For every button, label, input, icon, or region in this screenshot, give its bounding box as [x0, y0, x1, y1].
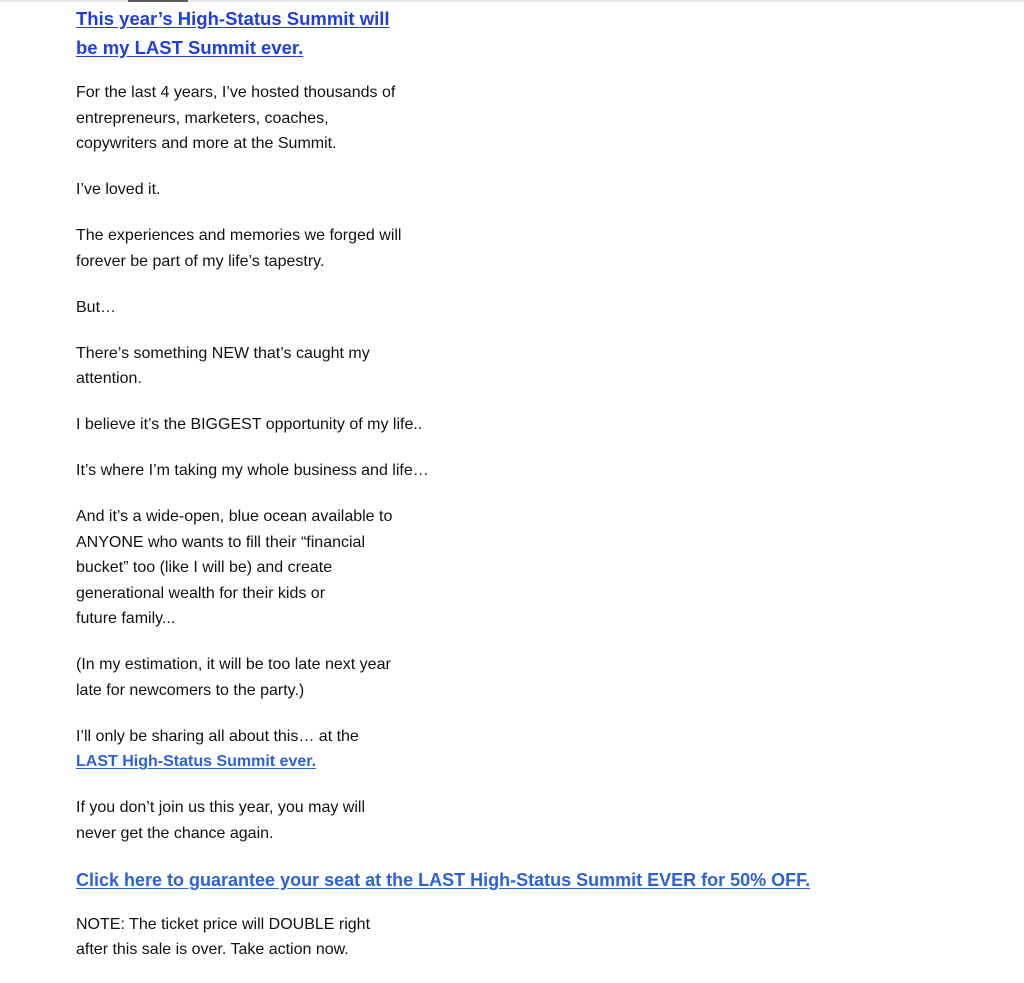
estimation-paragraph [76, 652, 976, 703]
sharing-paragraph [76, 724, 976, 775]
something-new-paragraph [76, 341, 976, 392]
something-new-line: There’s something NEW that’s caught my [76, 344, 370, 362]
ocean-line: generational wealth for their kids or [76, 584, 326, 602]
headline [76, 4, 976, 62]
note-line: NOTE: The ticket price will DOUBLE right [76, 915, 371, 933]
but-paragraph: But… [76, 298, 117, 316]
headline-line: be my LAST Summit ever. [76, 37, 304, 58]
ocean-line: future family... [76, 610, 176, 627]
ocean-line: ANYONE who wants to fill their “financial [76, 533, 365, 551]
dont-join-line: If you don’t join us this year, you may will [76, 799, 366, 816]
estimation-line: (In my estimation, it will be too late next year [76, 656, 391, 673]
dont-join-line: never get the chance again. [76, 824, 274, 842]
intro-line: copywriters and more at the Summit. [76, 135, 337, 152]
biggest-paragraph: I believe it’s the BIGGEST opportunity of my life.. [76, 416, 423, 433]
ocean-line: bucket” too (like I will be) and create [76, 559, 333, 576]
dont-join-paragraph [76, 795, 976, 846]
headline-link[interactable] [76, 4, 976, 62]
taking-paragraph: It’s where I’m taking my whole business and life… [76, 462, 429, 479]
headline-line: This year’s High-Status Summit will [76, 8, 390, 29]
sharing-text: I’ll only be sharing all about this… at the [76, 727, 359, 745]
experiences-line: forever be part of my life’s tapestry. [76, 252, 325, 270]
last-summit-link[interactable]: LAST High-Status Summit ever. [76, 753, 317, 770]
top-divider-accent [128, 0, 188, 2]
loved-paragraph: I’ve loved it. [76, 181, 161, 198]
email-body [76, 4, 976, 983]
intro-line: For the last 4 years, I’ve hosted thousands of [76, 84, 396, 101]
estimation-line: late for newcomers to the party.) [76, 681, 305, 699]
something-new-line: attention. [76, 370, 142, 387]
note-paragraph [76, 912, 976, 963]
intro-paragraph [76, 80, 976, 157]
cta-link[interactable]: Click here to guarantee your seat at the LAST High-Status Summit EVER for 50% OFF. [76, 869, 811, 890]
note-line: after this sale is over. Take action now. [76, 941, 349, 958]
experiences-paragraph [76, 223, 976, 274]
ocean-paragraph [76, 504, 976, 632]
ocean-line: And it’s a wide-open, blue ocean available to [76, 508, 393, 525]
cta-paragraph [76, 867, 976, 894]
experiences-line: The experiences and memories we forged will [76, 227, 402, 244]
intro-line: entrepreneurs, marketers, coaches, [76, 109, 329, 127]
